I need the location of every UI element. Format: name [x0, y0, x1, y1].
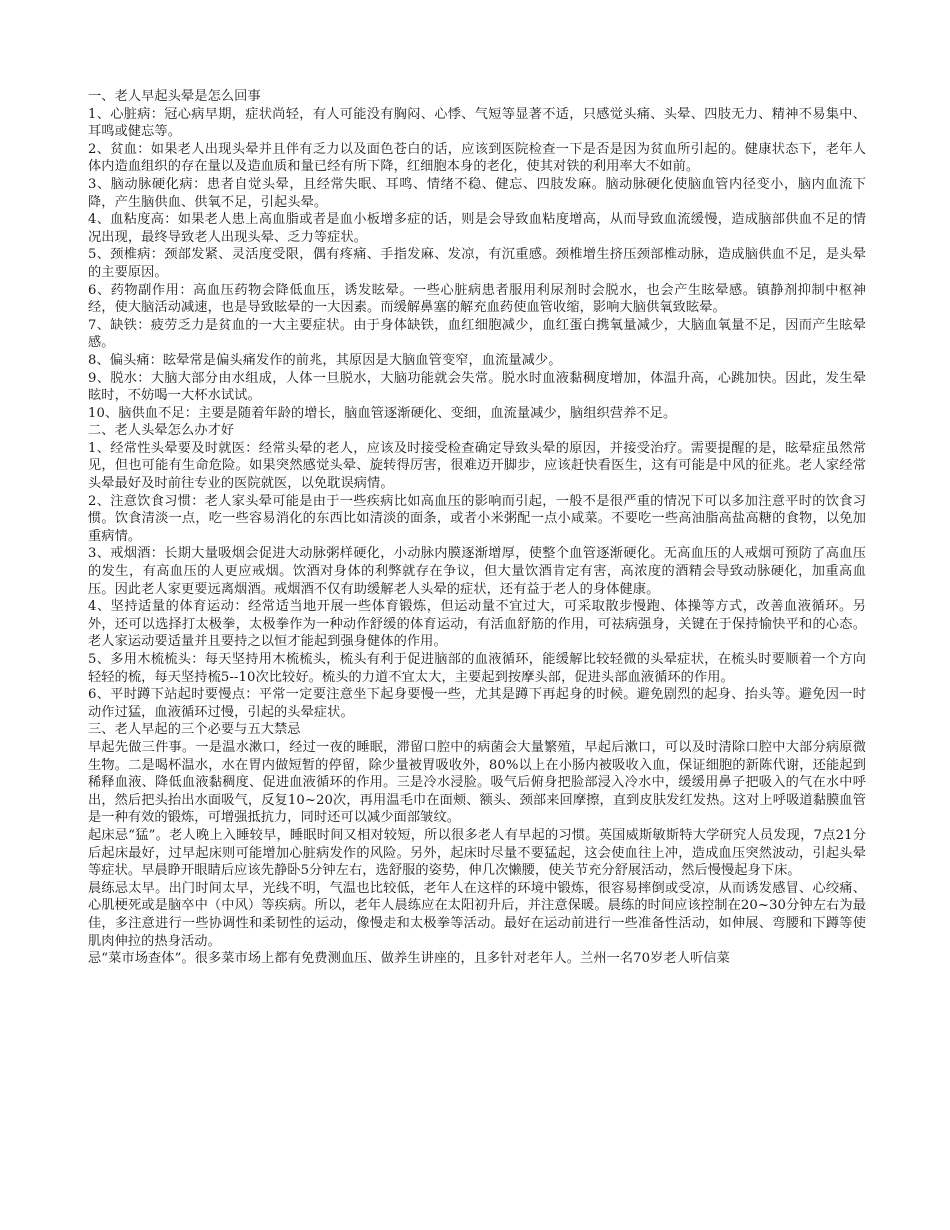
- section-1: [88, 88, 866, 422]
- section-heading: 二、老人头晕怎么办才好: [88, 423, 235, 439]
- section-heading: 一、老人早起头晕是怎么回事: [88, 89, 261, 104]
- paragraph: 6、药物副作用：高血压药物会降低血压，诱发眩晕。一些心脏病患者服用利尿剂时会脱水，也会产生眩晕感。镇静剂抑制中枢神经，使大脑活动减速，也是导致眩晕的一大因素。而缓解鼻塞的解充血药使血管收缩，影响大脑供氧致眩晕。: [88, 282, 866, 316]
- section-2: [88, 422, 866, 721]
- paragraph: 1、心脏病：冠心病早期，症状尚轻，有人可能没有胸闷、心悸、气短等显著不适，只感觉头痛、头晕、四肢无力、精神不易集中、耳鸣或健忘等。: [88, 106, 866, 140]
- paragraph: 3、脑动脉硬化病：患者自觉头晕，且经常失眠、耳鸣、情绪不稳、健忘、四肢发麻。脑动脉硬化使脑血管内径变小，脑内血流下降，产生脑供血、供氧不足，引起头晕。: [88, 176, 866, 210]
- paragraph: 9、脱水：大脑大部分由水组成，人体一旦脱水，大脑功能就会失常。脱水时血液黏稠度增加，体温升高，心跳加快。因此，发生晕眩时，不妨喝一大杯水试试。: [88, 370, 866, 404]
- paragraph: 2、贫血：如果老人出现头晕并且伴有乏力以及面色苍白的话，应该到医院检查一下是否是因为贫血所引起的。健康状态下，老年人体内造血组织的存在量以及造血质和量已经有所下降，红细胞本身的老化，使其对铁的利用率大不如前。: [88, 141, 866, 175]
- paragraph: 起床忌“猛”。老人晚上入睡较早，睡眠时间又相对较短，所以很多老人有早起的习惯。英国威斯敏斯特大学研究人员发现，7点21分后起床最好，过早起床则可能增加心脏病发作的风险。另外，起床时尽量不要猛起，这会使血往上冲，造成血压突然波动，引起头晕等症状。早晨睁开眼睛后应该先静卧5分钟左右，选舒服的姿势，伸几次懒腰，使关节充分舒展活动，然后慢慢起身下床。: [88, 827, 866, 879]
- paragraph: 8、偏头痛：眩晕常是偏头痛发作的前兆，其原因是大脑血管变窄，血流量减少。: [88, 352, 562, 368]
- paragraph: 4、坚持适量的体育运动：经常适当地开展一些体育锻炼，但运动量不宜过大，可采取散步慢跑、体操等方式，改善血液循环。另外，还可以选择打太极拳，太极拳作为一种动作舒缓的体育运动，有活血舒筋的作用，可祛病强身，关键在于保持愉快平和的心态。老人家运动要适量并且要持之以恒才能起到强身健体的作用。: [88, 599, 866, 650]
- paragraph: 忌“菜市场查体”。很多菜市场上都有免费测血压、做养生讲座的，且多针对老年人。兰州一名70岁老人听信菜: [88, 951, 730, 967]
- paragraph: 6、平时蹲下站起时要慢点：平常一定要注意坐下起身要慢一些，尤其是蹲下再起身的时候。避免剧烈的起身、抬头等。避免因一时动作过猛，血液循环过慢，引起的头晕症状。: [88, 687, 866, 720]
- paragraph: 早起先做三件事。一是温水漱口，经过一夜的睡眠，滞留口腔中的病菌会大量繁殖，早起后漱口，可以及时清除口腔中大部分病原微生物。二是喝杯温水，水在胃内做短暂的停留，除少量被胃吸收外，80%以上在小肠内被吸收入血，保证细胞的新陈代谢，还能起到稀释血液、降低血液黏稠度、促进血液循环的作用。三是冷水浸脸。吸气后俯身把脸部浸入冷水中，缓缓用鼻子把吸入的气在水中呼出，然后把头抬出水面吸气，反复10~20次，再用温毛巾在面颊、额头、颈部来回摩擦，直到皮肤发红发热。这对上呼吸道黏膜血管是一种有效的锻炼，可增强抵抗力，同时还可以减少面部皱纹。: [88, 739, 866, 826]
- paragraph: 10、脑供血不足：主要是随着年龄的增长，脑血管逐渐硬化、变细，血流量减少，脑组织营养不足。: [88, 405, 677, 421]
- paragraph: 1、经常性头晕要及时就医：经常头晕的老人，应该及时接受检查确定导致头晕的原因，并接受治疗。需要提醒的是，眩晕症虽然常见，但也可能有生命危险。如果突然感觉头晕、旋转得厉害，很难迈开脚步，应该赶快看医生，这有可能是中风的征兆。老人家经常头晕最好及时前往专业的医院就医，以免耽误病情。: [88, 440, 866, 492]
- paragraph: 5、多用木梳梳头：每天坚持用木梳梳头，梳头有利于促进脑部的血液循环，能缓解比较轻微的头晕症状，在梳头时要顺着一个方向轻轻的梳，每天坚持梳5--10次比较好。梳头的力道不宜太大，主要起到按摩头部，促进头部血液循环的作用。: [88, 652, 866, 685]
- section-3: [88, 721, 866, 967]
- paragraph: 2、注意饮食习惯：老人家头晕可能是由于一些疾病比如高血压的影响而引起，一般不是很严重的情况下可以多加注意平时的饮食习惯。饮食清淡一点，吃一些容易消化的东西比如清淡的面条，或者小米粥配一点小咸菜。不要吃一些高油脂高盐高糖的食物，以免加重病情。: [88, 493, 866, 544]
- paragraph: 4、血粘度高：如果老人患上高血脂或者是血小板增多症的话，则是会导致血粘度增高，从而导致血流缓慢，造成脑部供血不足的情况出现，最终导致老人出现头晕、乏力等症状。: [88, 212, 866, 245]
- paragraph: 晨练忌太早。出门时间太早，光线不明，气温也比较低，老年人在这样的环境中锻炼，很容易摔倒或受凉，从而诱发感冒、心绞痛、心肌梗死或是脑卒中（中风）等疾病。所以，老年人晨练应在太阳初升后，并注意保暖。晨练的时间应该控制在20~30分钟左右为最佳，多注意进行一些协调性和柔韧性的运动，像慢走和太极拳等活动。最好在运动前进行一些准备性活动，如伸展、弯腰和下蹲等使肌肉伸拉的热身活动。: [88, 880, 866, 949]
- section-heading: 三、老人早起的三个必要与五大禁忌: [88, 722, 301, 738]
- paragraph: 3、戒烟酒：长期大量吸烟会促进大动脉粥样硬化，小动脉内膜逐渐增厚，使整个血管逐渐硬化。无高血压的人戒烟可预防了高血压的发生，有高血压的人更应戒烟。饮酒对身体的利弊就存在争议，但大量饮酒肯定有害，高浓度的酒精会导致动脉硬化，加重高血压。因此老人家更要远离烟酒。戒烟酒不仅有助缓解老人头晕的症状，还有益于老人的身体健康。: [88, 546, 866, 597]
- paragraph: 5、颈椎病：颈部发紧、灵活度受限，偶有疼痛、手指发麻、发凉，有沉重感。颈椎增生挤压颈部椎动脉，造成脑供血不足，是头晕的主要原因。: [88, 247, 866, 280]
- paragraph: 7、缺铁：疲劳乏力是贫血的一大主要症状。由于身体缺铁，血红细胞减少，血红蛋白携氧量减少，大脑血氧量不足，因而产生眩晕感。: [88, 317, 866, 351]
